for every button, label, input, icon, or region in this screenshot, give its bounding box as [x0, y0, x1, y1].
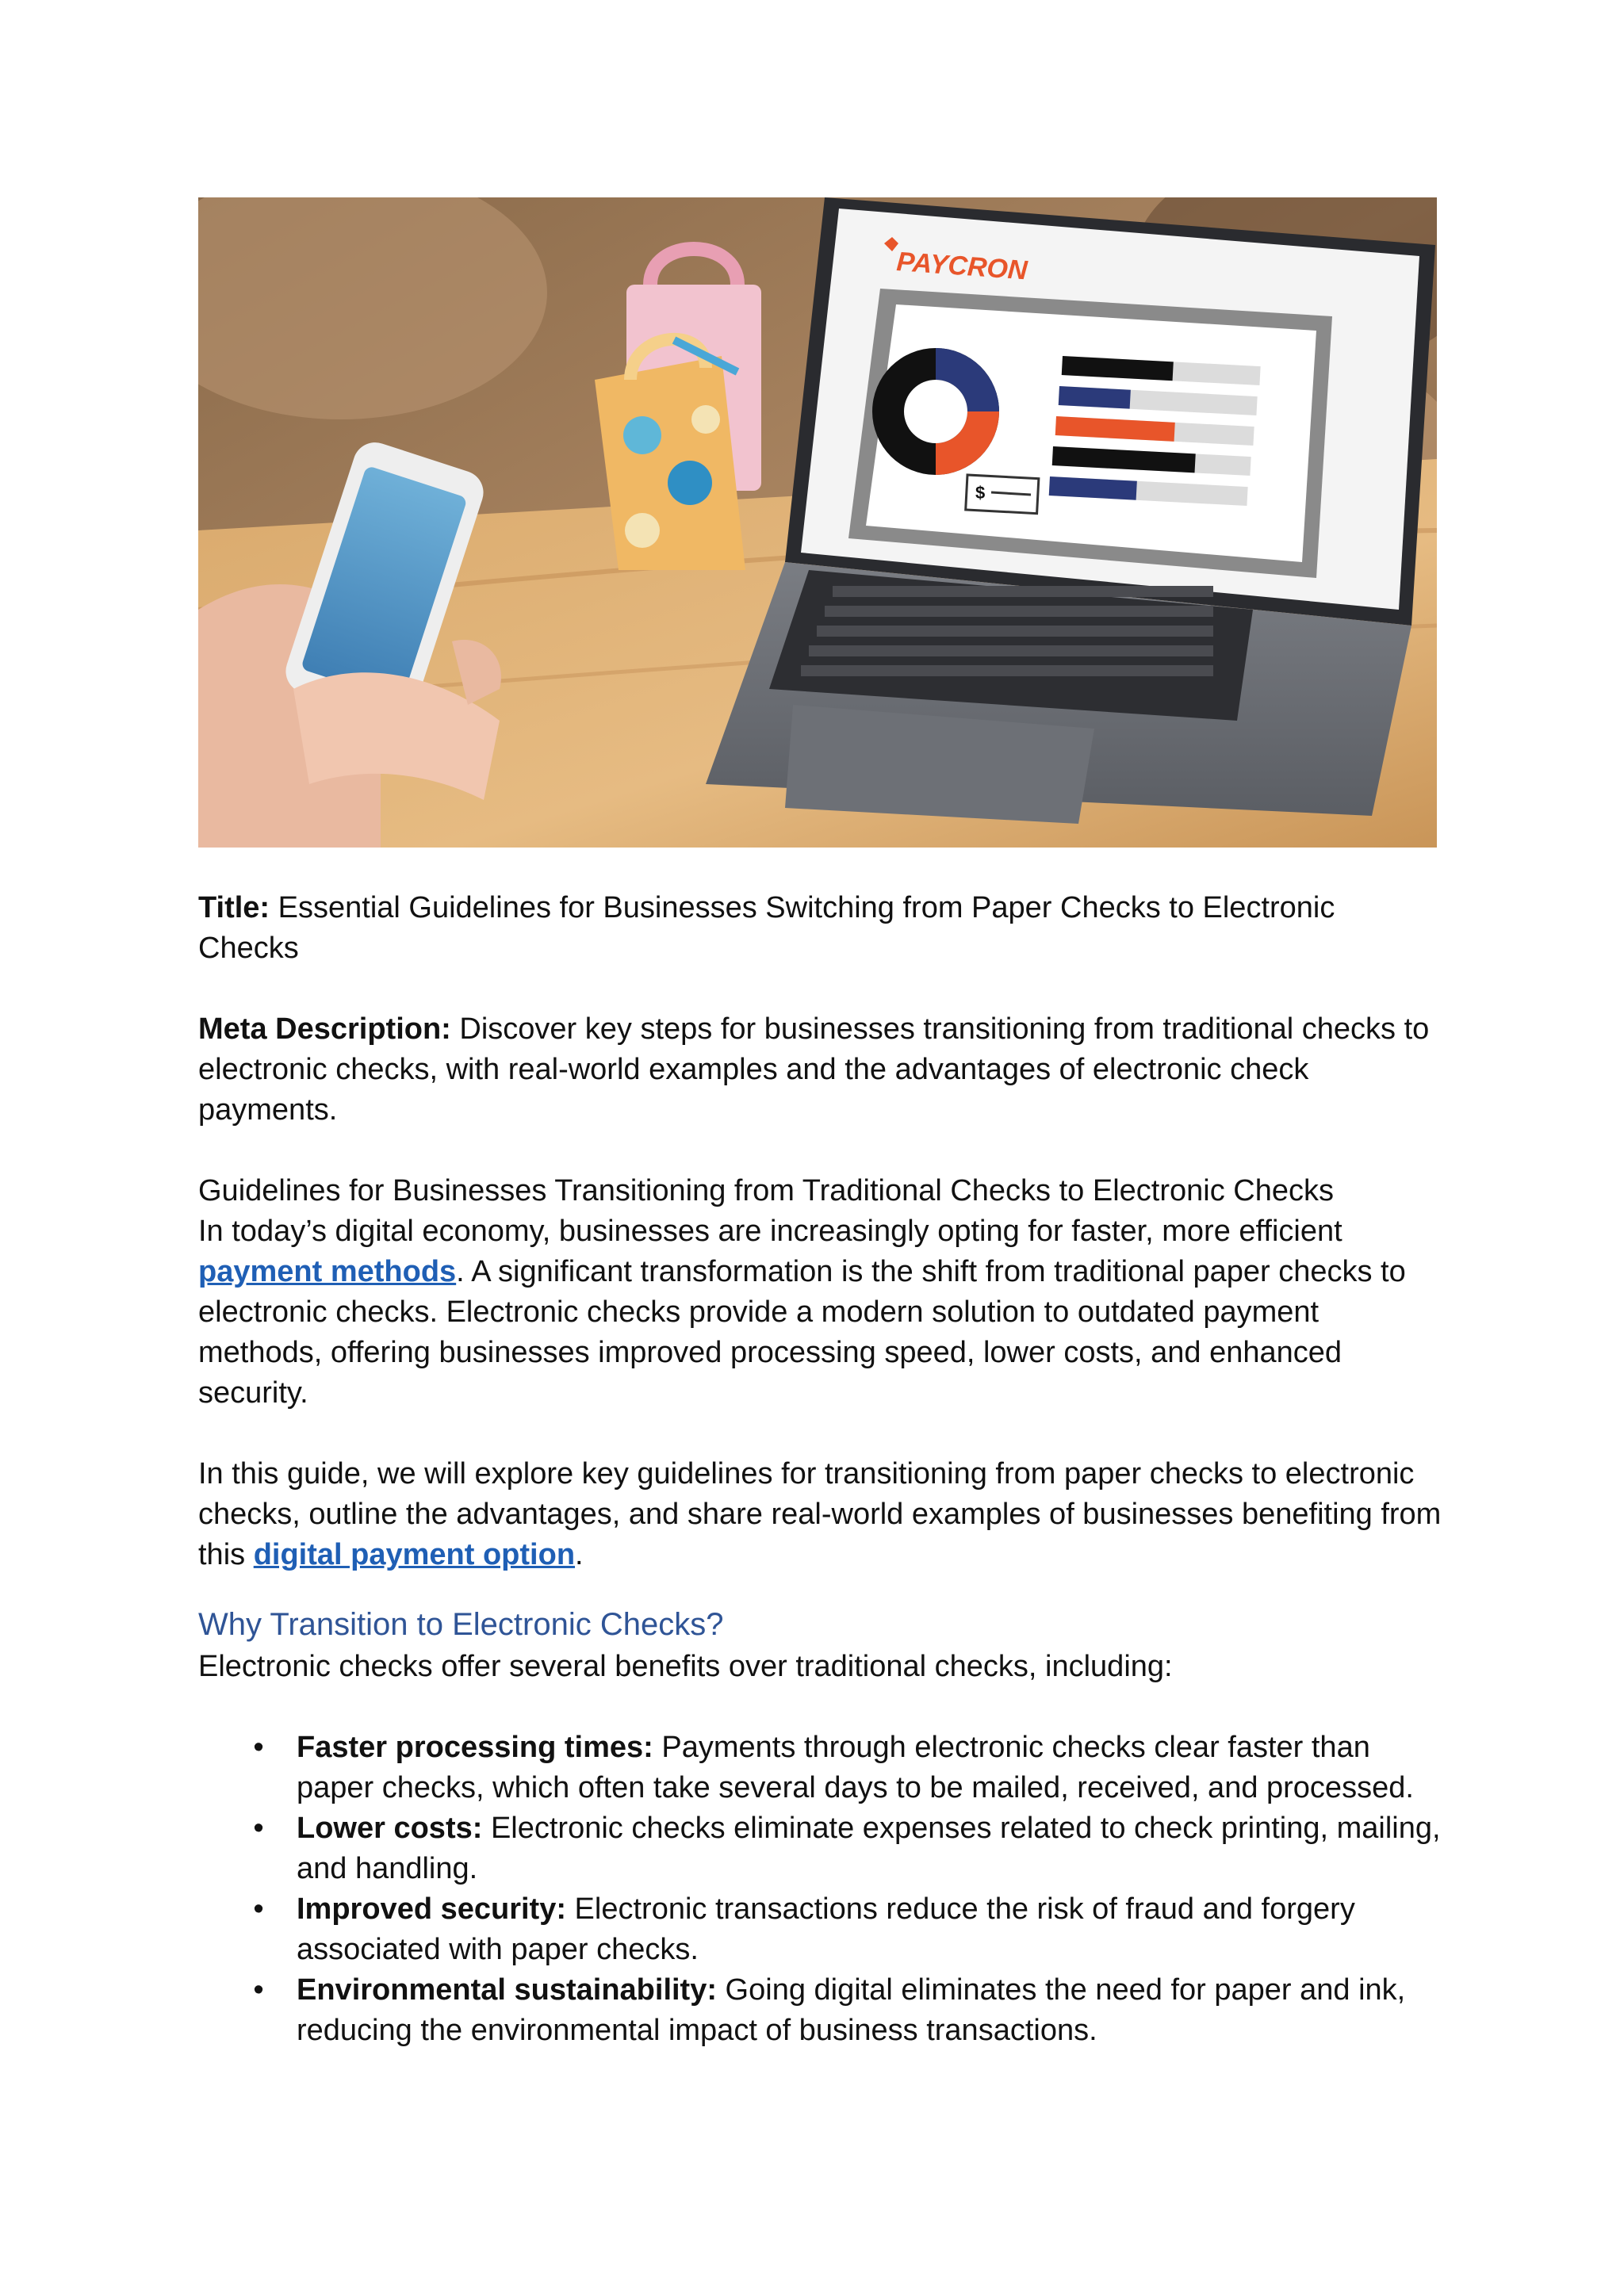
laptop — [706, 197, 1435, 824]
intro-p1-text-after: . A significant transformation is the shift from traditional paper checks to electronic checks. Electronic checks provide a modern solution to outdated payment methods, offering businesses improved processing speed, lower costs, and enhanced security. — [198, 1255, 1406, 1410]
why-section-heading: Why Transition to Electronic Checks? — [198, 1607, 724, 1642]
benefit-label: Lower costs: — [297, 1812, 483, 1845]
document-body — [198, 888, 1443, 2051]
list-item — [198, 1889, 1443, 1970]
benefit-label: Faster processing times: — [297, 1731, 653, 1764]
list-item — [198, 1808, 1443, 1889]
meta-description — [198, 1009, 1443, 1131]
intro-p1-text-before: In today’s digital economy, businesses are increasingly opting for faster, more efficient — [198, 1215, 1342, 1248]
bullet-icon: • — [253, 1812, 264, 1845]
title-text: Essential Guidelines for Businesses Switching from Paper Checks to Electronic Checks — [198, 891, 1335, 965]
payment-methods-link[interactable]: payment methods — [198, 1255, 457, 1288]
title-line — [198, 888, 1443, 969]
list-item — [198, 1970, 1443, 2051]
benefits-list — [198, 1728, 1443, 2051]
list-item — [198, 1728, 1443, 1808]
digital-payment-option-link[interactable]: digital payment option — [253, 1538, 576, 1571]
benefit-label: Improved security: — [297, 1892, 566, 1926]
bullet-icon: • — [253, 1731, 264, 1764]
intro-paragraph-1 — [198, 1211, 1443, 1414]
meta-label: Meta Description: — [198, 1012, 451, 1046]
bullet-icon: • — [253, 1892, 264, 1926]
intro-heading: Guidelines for Businesses Transitioning from Traditional Checks to Electronic Checks — [198, 1174, 1334, 1207]
hero-image — [198, 197, 1437, 848]
meta-text: Discover key steps for businesses transitioning from traditional checks to electronic checks, with real-world examples and the advantages of electronic check payments. — [198, 1012, 1430, 1127]
intro-paragraph-2 — [198, 1454, 1443, 1575]
benefit-text: Going digital eliminates the need for paper and ink, reducing the environmental impact of business transactions. — [297, 1973, 1406, 2047]
check-icon — [966, 475, 1039, 514]
benefit-label: Environmental sustainability: — [297, 1973, 717, 2007]
benefit-text: Electronic transactions reduce the risk of fraud and forgery associated with paper checks. — [297, 1892, 1355, 1966]
benefit-text: Electronic checks eliminate expenses related to check printing, mailing, and handling. — [297, 1812, 1441, 1885]
intro-p2-text-after: . — [575, 1538, 584, 1571]
bullet-icon: • — [253, 1973, 264, 2007]
why-section-lead: Electronic checks offer several benefits over traditional checks, including: — [198, 1650, 1173, 1683]
dollar-sign: $ — [975, 483, 986, 503]
paycron-logo-text: PAYCRON — [895, 247, 1028, 286]
title-label: Title: — [198, 891, 270, 924]
benefit-text: Payments through electronic checks clear faster than paper checks, which often take several days to be mailed, received, and processed. — [297, 1731, 1414, 1804]
intro-p2-text-before: In this guide, we will explore key guidelines for transitioning from paper checks to electronic checks, outline the advantages, and share real-world examples of businesses benefiting from this — [198, 1457, 1442, 1571]
